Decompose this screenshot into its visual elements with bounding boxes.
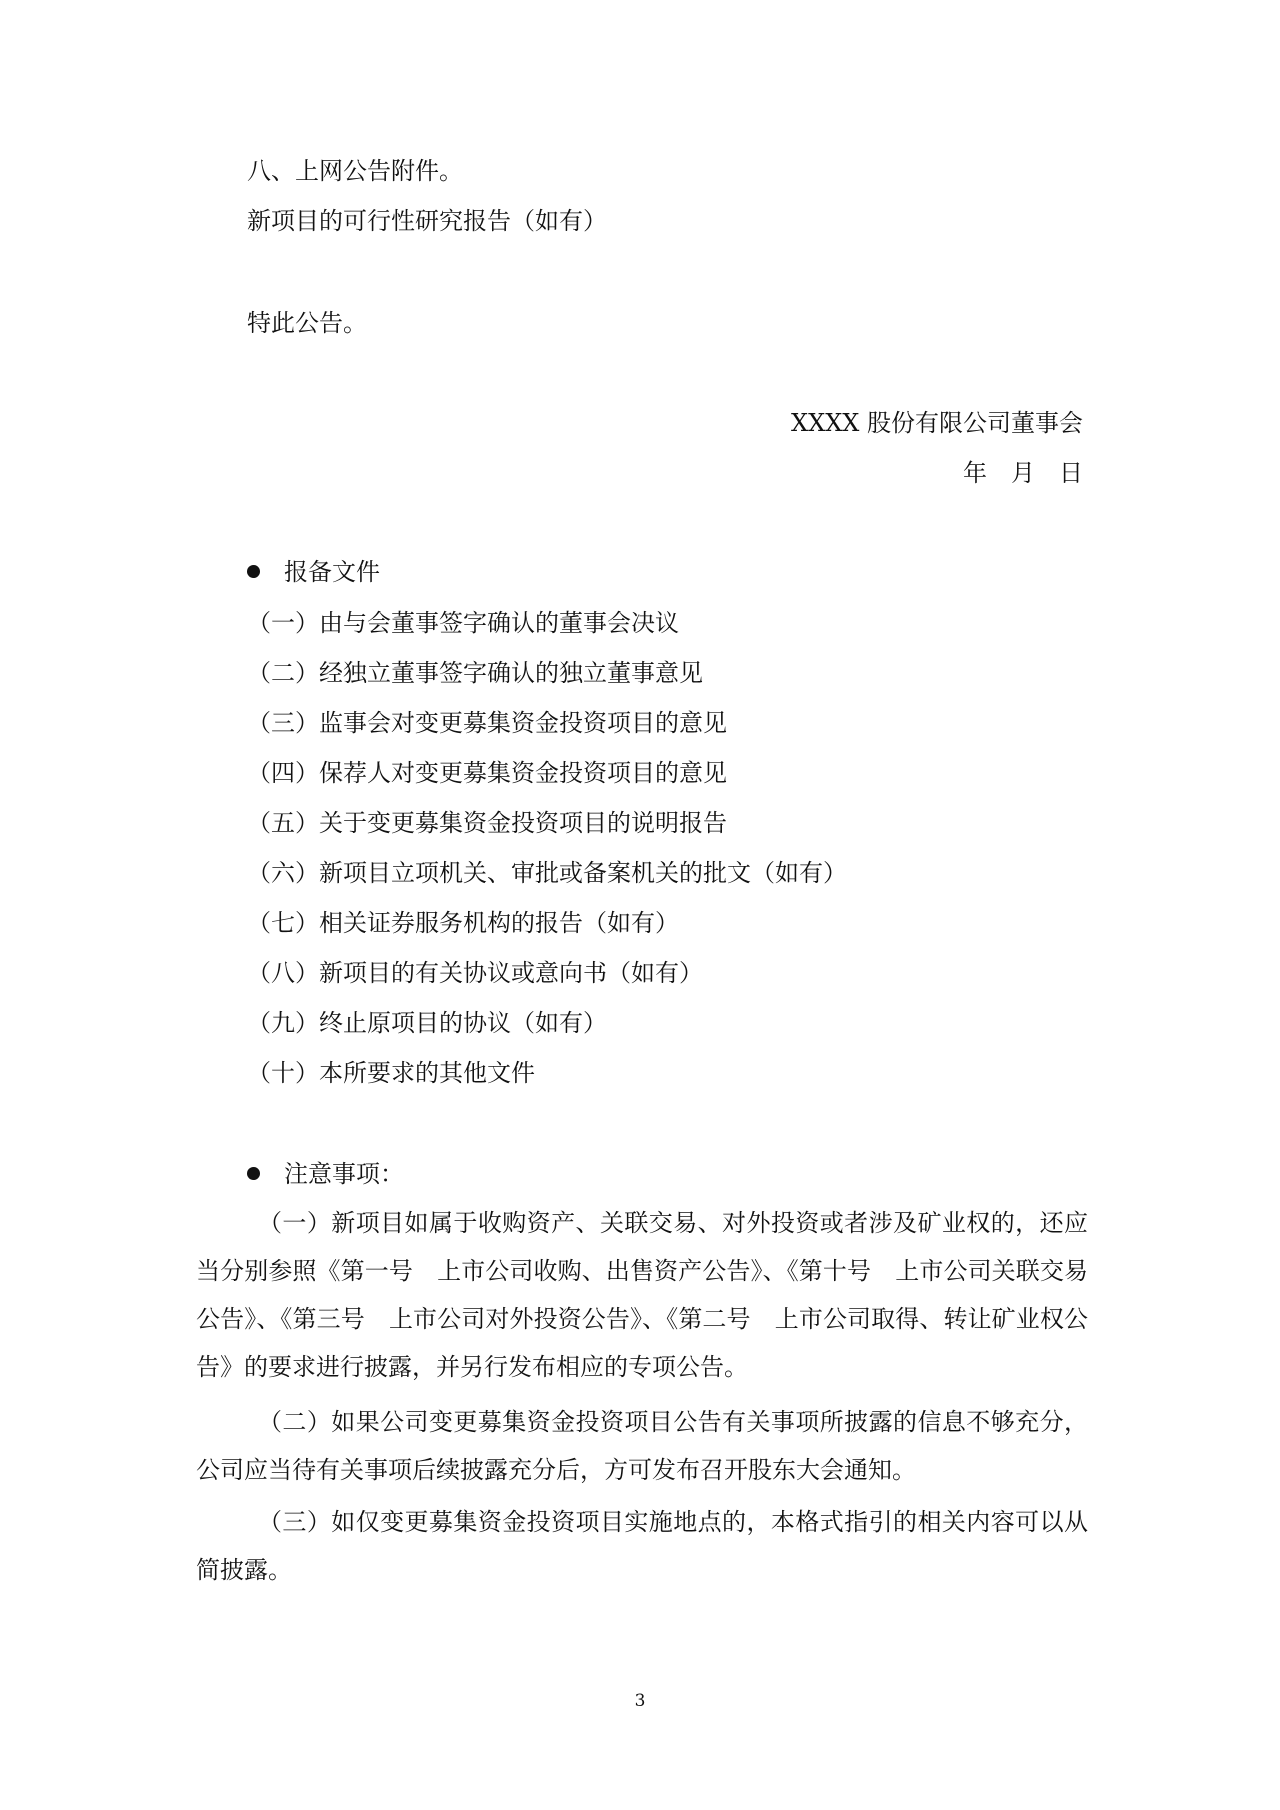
notes-paragraph: （一）新项目如属于收购资产、关联交易、对外投资或者涉及矿业权的，还应当分别参照《第一号 上市公司收购、出售资产公告》、《第十号 上市公司关联交易公告》、《第三号 上市公司对外投资公告》、《第二号 上市公司取得、转让矿业权公告》的要求进行披露，并另行发布相应的专项公告。 bbox=[196, 1209, 1088, 1381]
closing-statement: 特此公告。 bbox=[247, 309, 367, 337]
notes-paragraph: （二）如果公司变更募集资金投资项目公告有关事项所披露的信息不够充分，公司应当待有关事项后续披露充分后，方可发布召开股东大会通知。 bbox=[196, 1408, 1088, 1484]
notes-heading bbox=[247, 1159, 404, 1189]
filing-documents-title: 报备文件 bbox=[284, 558, 380, 586]
section-eight-item: 新项目的可行性研究报告（如有） bbox=[247, 207, 607, 235]
signature-company: XXXX 股份有限公司董事会 bbox=[791, 409, 1083, 437]
filing-document-item: （九）终止原项目的协议（如有） bbox=[247, 1009, 607, 1037]
filing-document-item: （七）相关证券服务机构的报告（如有） bbox=[247, 909, 679, 937]
bullet-dot-icon bbox=[247, 565, 260, 578]
filing-document-item: （六）新项目立项机关、审批或备案机关的批文（如有） bbox=[247, 859, 847, 887]
section-eight-heading: 八、上网公告附件。 bbox=[247, 157, 463, 185]
bullet-dot-icon bbox=[247, 1167, 260, 1180]
filing-document-item: （二）经独立董事签字确认的独立董事意见 bbox=[247, 659, 703, 687]
filing-document-item: （五）关于变更募集资金投资项目的说明报告 bbox=[247, 809, 727, 837]
notes-paragraph: （三）如仅变更募集资金投资项目实施地点的，本格式指引的相关内容可以从简披露。 bbox=[196, 1508, 1088, 1584]
signature-date: 年 月 日 bbox=[963, 459, 1083, 487]
filing-document-item: （十）本所要求的其他文件 bbox=[247, 1059, 535, 1087]
notes-title: 注意事项： bbox=[284, 1160, 404, 1188]
filing-document-item: （四）保荐人对变更募集资金投资项目的意见 bbox=[247, 759, 727, 787]
page-number: 3 bbox=[634, 1691, 646, 1711]
filing-document-item: （一）由与会董事签字确认的董事会决议 bbox=[247, 609, 679, 637]
filing-document-item: （八）新项目的有关协议或意向书（如有） bbox=[247, 959, 703, 987]
filing-documents-heading bbox=[247, 557, 380, 587]
filing-document-item: （三）监事会对变更募集资金投资项目的意见 bbox=[247, 709, 727, 737]
